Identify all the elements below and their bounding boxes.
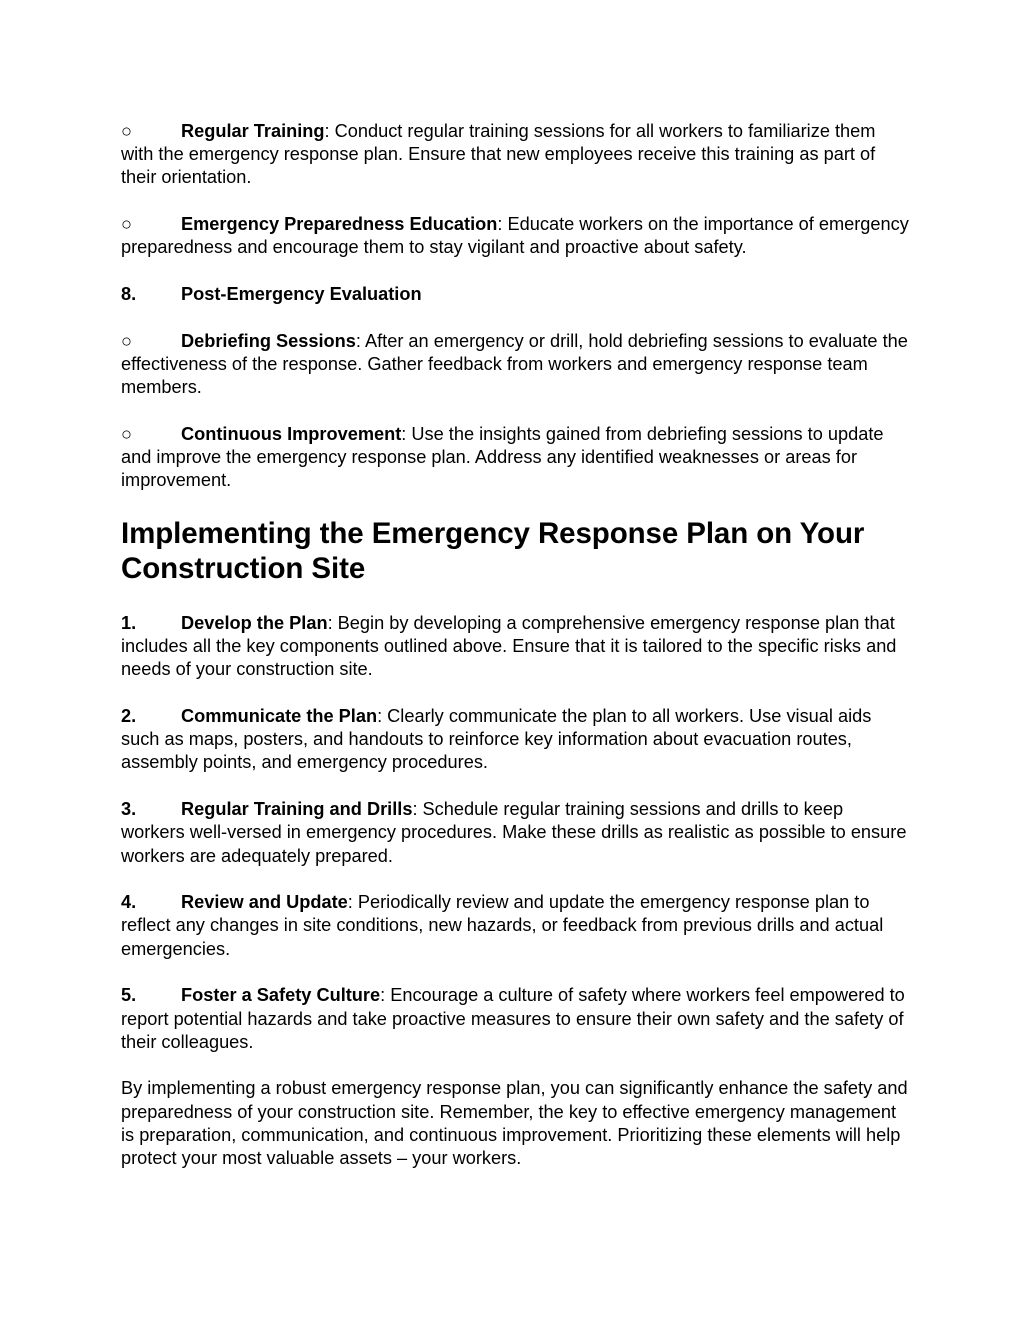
step-term: Communicate the Plan bbox=[181, 706, 378, 727]
bullet-term: Emergency Preparedness Education bbox=[181, 214, 498, 235]
document-page bbox=[121, 120, 911, 1194]
bullet-continuous-improvement bbox=[121, 423, 911, 493]
bullet-text: : Conduct regular training sessions for all workers to familiarize them with the emergency response plan. Ensure that new employees receive this training as part of their orientation. bbox=[121, 121, 876, 188]
step-term: Review and Update bbox=[181, 892, 348, 913]
bullet-term: Regular Training bbox=[181, 121, 325, 141]
bullet-text: : Educate workers on the importance of emergency preparedness and encourage them to stay vigilant and proactive about safety. bbox=[121, 214, 909, 258]
step-text: : Periodically review and update the emergency response plan to reflect any changes in site conditions, new hazards, or feedback from previous drills and actual emergencies. bbox=[121, 892, 884, 959]
bullet-text: : After an emergency or drill, hold debriefing sessions to evaluate the effectiveness of the response. Gather feedback from workers and emergency response team members. bbox=[121, 330, 908, 398]
bullet-term: Debriefing Sessions bbox=[181, 330, 356, 351]
bullet-marker: ○ bbox=[121, 330, 132, 351]
section-number: 8. bbox=[121, 284, 137, 305]
step-number: 1. bbox=[121, 612, 137, 633]
bullet-marker: ○ bbox=[121, 423, 132, 444]
step-communicate-plan bbox=[121, 705, 911, 775]
implementing-heading: Implementing the Emergency Response Plan on Your Construction Site bbox=[121, 516, 865, 585]
step-text: : Schedule regular training sessions and drills to keep workers well-versed in emergency procedures. Make these drills as realistic as possible to ensure workers are adequately prepared. bbox=[121, 799, 907, 866]
bullet-term: Continuous Improvement bbox=[181, 423, 402, 444]
bullet-preparedness-education bbox=[121, 213, 911, 259]
step-number: 4. bbox=[121, 892, 137, 913]
step-develop-plan bbox=[121, 612, 911, 682]
step-term: Foster a Safety Culture bbox=[181, 985, 381, 1006]
conclusion-paragraph: By implementing a robust emergency response plan, you can significantly enhance the safety and preparedness of your construction site. Remember, the key to effective emergency management is preparation, communication, and continuous improvement. Prioritizing these elements will help protect your most valuable assets – your workers. bbox=[121, 1078, 908, 1169]
step-review-update bbox=[121, 891, 911, 961]
bullet-text: : Use the insights gained from debriefing sessions to update and improve the emergency response plan. Address any identified weaknesses or areas for improvement. bbox=[121, 423, 884, 491]
bullet-marker: ○ bbox=[121, 121, 132, 141]
step-term: Develop the Plan bbox=[181, 612, 328, 633]
section-title: Post-Emergency Evaluation bbox=[181, 284, 422, 305]
bullet-regular-training bbox=[121, 120, 911, 190]
step-term: Regular Training and Drills bbox=[181, 799, 413, 820]
bullet-debriefing-sessions bbox=[121, 330, 911, 400]
step-safety-culture bbox=[121, 984, 911, 1054]
step-number: 2. bbox=[121, 706, 137, 727]
step-number: 5. bbox=[121, 985, 137, 1006]
step-text: : Encourage a culture of safety where workers feel empowered to report potential hazards and take proactive measures to ensure their own safety and the safety of their colleagues. bbox=[121, 985, 905, 1052]
bullet-marker: ○ bbox=[121, 214, 132, 235]
step-text: : Clearly communicate the plan to all workers. Use visual aids such as maps, posters, and handouts to reinforce key information about evacuation routes, assembly points, and emergency procedures. bbox=[121, 706, 872, 773]
step-text: : Begin by developing a comprehensive emergency response plan that includes all the key components outlined above. Ensure that it is tailored to the specific risks and needs of your construction site. bbox=[121, 612, 897, 680]
section-heading-post-emergency bbox=[121, 283, 911, 306]
step-number: 3. bbox=[121, 799, 137, 820]
step-training-drills bbox=[121, 798, 911, 868]
